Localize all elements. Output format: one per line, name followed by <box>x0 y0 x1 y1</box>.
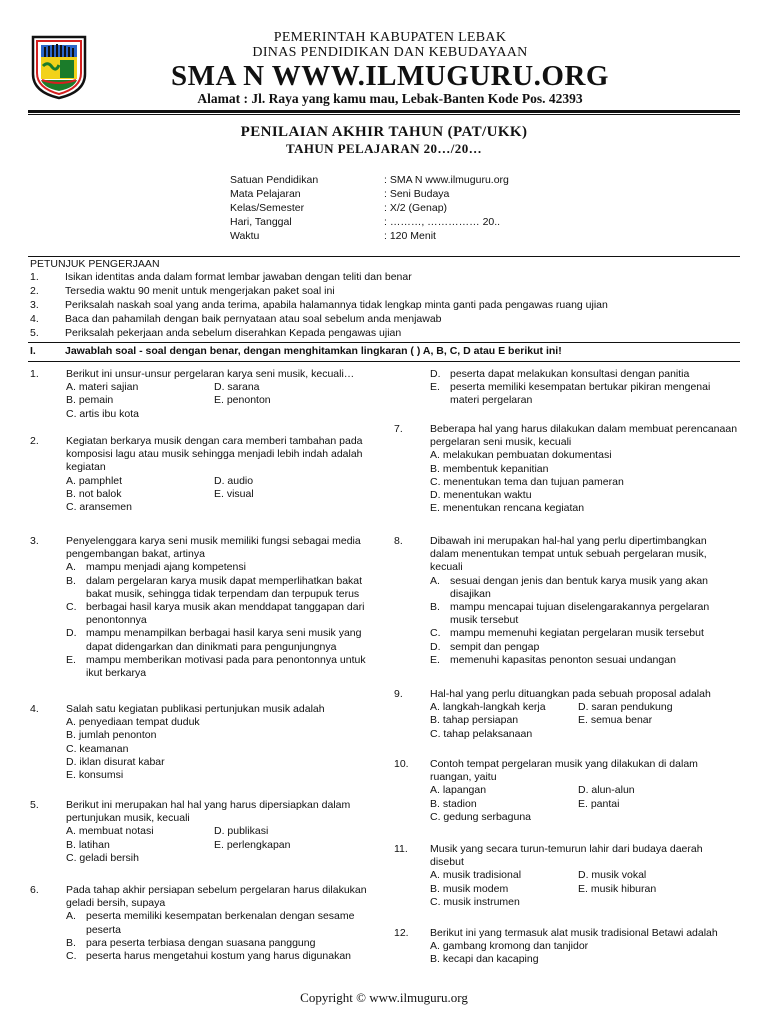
question-item <box>394 423 738 515</box>
option-text: mampu menjadi ajang kompetensi <box>86 561 246 574</box>
answer-option: D. menentukan waktu <box>430 489 532 502</box>
government-line: PEMERINTAH KABUPATEN LEBAK <box>273 30 507 45</box>
instruction-text: Isikan identitas anda dalam format lembar jawaban dengan teliti dan benar <box>65 271 412 283</box>
answer-options <box>66 825 370 865</box>
identity-row <box>230 173 650 187</box>
answer-options <box>430 869 738 909</box>
question-text: Berikut ini merupakan hal hal yang harus dipersiapkan dalam pertunjukan musik, kecuali <box>66 799 351 825</box>
answer-option <box>430 381 738 407</box>
answer-option: C. gedung serbaguna <box>430 810 531 823</box>
answer-option: A. melakukan pembuatan dokumentasi <box>430 449 612 462</box>
answer-option: C. musik instrumen <box>430 895 520 908</box>
answer-option: A. lapangan <box>430 784 487 797</box>
question-text: Musik yang secara turun-temurun lahir dari budaya daerah disebut <box>430 843 703 869</box>
answer-option: B. membentuk kepanitian <box>430 462 549 475</box>
question-item <box>30 435 370 514</box>
answer-option: D. publikasi <box>214 825 269 838</box>
answer-option: D. saran pendukung <box>578 701 673 714</box>
identity-row <box>230 229 650 243</box>
answer-options <box>430 940 738 966</box>
option-text: mampu memenuhi kegiatan pergelaran musik tersebut <box>450 627 704 640</box>
instruction-item <box>30 313 740 326</box>
answer-option: B. stadion <box>430 797 477 810</box>
option-letter: B. <box>66 574 76 587</box>
identity-label: Hari, Tanggal <box>230 216 292 228</box>
question-number: 6. <box>30 884 39 896</box>
question-text: Berikut ini yang termasuk alat musik tradisional Betawi adalah <box>430 927 718 939</box>
answer-option <box>66 654 370 680</box>
answer-option: C. aransemen <box>66 501 132 514</box>
question-item <box>394 843 738 909</box>
question-item <box>394 368 738 408</box>
option-text: mampu memberikan motivasi pada para penontonnya untuk ikut berkarya <box>86 653 366 680</box>
option-letter: E. <box>66 653 76 666</box>
option-letter: A. <box>66 910 76 923</box>
answer-option <box>430 654 738 667</box>
question-text: Beberapa hal yang harus dilakukan dalam membuat perencanaan pergelaran seni musik, kecuali <box>430 423 738 449</box>
question-text: Penyelenggara karya seni musik memiliki fungsi sebagai media pengembangan bakat, artinya <box>66 535 361 561</box>
question-item <box>394 535 738 667</box>
identity-label: Mata Pelajaran <box>230 188 301 200</box>
identity-value: : ………, …………… 20.. <box>384 216 501 228</box>
question-text: Contoh tempat pergelaran musik yang dilakukan di dalam ruangan, yaitu <box>430 758 698 784</box>
answer-options <box>430 449 738 515</box>
instruction-number: 3. <box>30 299 39 311</box>
identity-row <box>230 215 650 229</box>
answer-option: C. tahap pelaksanaan <box>430 727 533 740</box>
lebak-regency-emblem-icon <box>30 34 88 100</box>
exam-title: PENILAIAN AKHIR TAHUN (PAT/UKK) <box>240 124 528 140</box>
answer-option <box>66 561 370 574</box>
answer-option: E. visual <box>214 487 254 500</box>
question-item <box>30 703 370 782</box>
option-letter: A. <box>66 561 76 574</box>
answer-option: C. artis ibu kota <box>66 407 139 420</box>
answer-options <box>66 561 370 680</box>
answer-option: E. pantai <box>578 797 620 810</box>
header-divider-thin <box>28 114 740 115</box>
answer-option <box>66 950 370 963</box>
option-text: mampu mencapai tujuan diselengarakannya pergelaran musik tersebut <box>450 601 710 627</box>
department-line: DINAS PENDIDIKAN DAN KEBUDAYAAN <box>252 45 528 60</box>
option-text: memenuhi kapasitas penonton sesuai undangan <box>450 653 676 666</box>
answer-option: A. materi sajian <box>66 381 139 394</box>
option-text: sempit dan pengap <box>450 640 540 653</box>
question-item <box>394 688 738 741</box>
header-divider-thick <box>28 110 740 113</box>
question-item <box>394 927 738 967</box>
question-text: Pada tahap akhir persiapan sebelum pergelaran harus dilakukan geladi bersih, supaya <box>66 884 367 910</box>
answer-option <box>430 627 738 640</box>
answer-option: E. konsumsi <box>66 769 124 782</box>
answer-option <box>66 601 370 627</box>
answer-option: B. tahap persiapan <box>430 714 519 727</box>
option-letter: E. <box>430 381 440 394</box>
answer-option: D. sarana <box>214 381 260 394</box>
answer-options <box>430 784 738 824</box>
instruction-number: 1. <box>30 271 39 283</box>
identity-value: : X/2 (Genap) <box>384 202 448 214</box>
instruction-item <box>30 299 740 312</box>
identity-label: Waktu <box>230 230 260 242</box>
answer-option: E. menentukan rencana kegiatan <box>430 502 585 515</box>
answer-option <box>430 601 738 627</box>
answer-options <box>66 381 370 421</box>
option-text: dalam pergelaran karya musik dapat memperlihatkan bakat bakat musik, sehingga tidak terpendam dan terpupuk terus <box>86 574 363 600</box>
option-text: peserta harus mengetahui kostum yang harus digunakan <box>86 950 352 963</box>
answer-option: A. langkah-langkah kerja <box>430 701 546 714</box>
section-divider <box>28 342 740 343</box>
option-text: peserta memiliki kesempatan bertukar pikiran mengenai materi pergelaran <box>450 381 711 407</box>
answer-option <box>66 910 370 936</box>
question-text: Salah satu kegiatan publikasi pertunjukan musik adalah <box>66 703 325 715</box>
question-text: Kegiatan berkarya musik dengan cara memberi tambahan pada komposisi lagu atau musik sehingga menjadi lebih indah adalah kegiatan <box>66 435 363 474</box>
identity-value: : SMA N www.ilmuguru.org <box>384 174 509 186</box>
answer-option: B. jumlah penonton <box>66 729 157 742</box>
question-number: 12. <box>394 927 409 939</box>
instruction-text: Tersedia waktu 90 menit untuk mengerjakan paket soal ini <box>65 285 335 297</box>
identity-row <box>230 187 650 201</box>
question-number: 1. <box>30 368 39 380</box>
instruction-number: 2. <box>30 285 39 297</box>
instruction-item <box>30 271 740 284</box>
question-number: 3. <box>30 535 39 547</box>
answer-options <box>66 716 370 782</box>
academic-year: TAHUN PELAJARAN 20…/20… <box>285 141 483 156</box>
option-letter: B. <box>66 936 76 949</box>
option-text: peserta memiliki kesempatan berkenalan dengan sesame peserta <box>86 910 355 936</box>
answer-option: C. keamanan <box>66 742 129 755</box>
answer-option: A. membuat notasi <box>66 825 154 838</box>
instruction-text: Periksalah pekerjaan anda sebelum diserahkan Kepada pengawas ujian <box>65 327 402 339</box>
option-text: para peserta terbiasa dengan suasana panggung <box>86 936 316 949</box>
section-number: I. <box>30 345 36 357</box>
option-letter: C. <box>430 627 441 640</box>
answer-option: D. musik vokal <box>578 869 647 882</box>
answer-options <box>430 701 738 741</box>
instruction-text: Baca dan pahamilah dengan baik pernyataan atau soal sebelum anda menjawab <box>65 313 442 325</box>
question-number: 4. <box>30 703 39 715</box>
question-item <box>30 535 370 680</box>
option-letter: B. <box>430 601 440 614</box>
answer-option: E. musik hiburan <box>578 882 657 895</box>
answer-option: C. geladi bersih <box>66 851 139 864</box>
option-letter: D. <box>430 640 441 653</box>
answer-option: B. latihan <box>66 838 110 851</box>
instruction-text: Periksalah naskah soal yang anda terima, apabila halamannya tidak lengkap minta ganti pada pengawas ruang ujian <box>65 299 608 311</box>
instruction-number: 5. <box>30 327 39 339</box>
answer-option: A. pamphlet <box>66 474 123 487</box>
answer-option: D. alun-alun <box>578 784 635 797</box>
question-number: 5. <box>30 799 39 811</box>
question-text: Hal-hal yang perlu dituangkan pada sebuah proposal adalah <box>430 688 711 700</box>
option-letter: A. <box>430 574 440 587</box>
answer-option: C. menentukan tema dan tujuan pameran <box>430 475 624 488</box>
answer-option: D. audio <box>214 474 254 487</box>
question-number: 7. <box>394 423 403 435</box>
question-number: 11. <box>394 843 408 855</box>
answer-option <box>430 575 738 601</box>
option-text: berbagai hasil karya musik akan menddapat tanggapan dari penontonnya <box>86 601 365 627</box>
question-item <box>30 884 370 963</box>
answer-option: E. perlengkapan <box>214 838 291 851</box>
option-letter: C. <box>66 950 77 963</box>
identity-label: Satuan Pendidikan <box>230 174 319 186</box>
option-letter: D. <box>430 368 441 380</box>
question-number: 9. <box>394 688 403 700</box>
identity-label: Kelas/Semester <box>230 202 305 214</box>
question-item <box>394 758 738 824</box>
answer-option: E. semua benar <box>578 714 653 727</box>
school-name: SMA N WWW.ILMUGURU.ORG <box>171 60 609 92</box>
identity-value: : Seni Budaya <box>384 188 450 200</box>
answer-option: B. pemain <box>66 394 114 407</box>
answer-option <box>430 641 738 654</box>
identity-row <box>230 201 650 215</box>
section-divider <box>28 256 740 257</box>
question-number: 10. <box>394 758 409 770</box>
option-letter: E. <box>430 653 440 666</box>
answer-option: A. penyediaan tempat duduk <box>66 716 200 729</box>
answer-option: B. musik modem <box>430 882 509 895</box>
answer-options <box>430 368 738 408</box>
question-number: 2. <box>30 435 39 447</box>
instruction-item <box>30 327 740 340</box>
question-item <box>30 799 370 865</box>
identity-value: : 120 Menit <box>384 230 436 242</box>
answer-option <box>66 627 370 653</box>
instruction-number: 4. <box>30 313 39 325</box>
instruction-item <box>30 285 740 298</box>
question-number: 8. <box>394 535 403 547</box>
instructions-title: PETUNJUK PENGERJAAN <box>30 258 160 270</box>
option-text: peserta dapat melakukan konsultasi dengan panitia <box>450 368 690 380</box>
answer-option: A. musik tradisional <box>430 869 522 882</box>
answer-options <box>66 910 370 963</box>
option-text: mampu menampilkan berbagai hasil karya seni musik yang dapat didengarkan dan dinikmati para pengunjungnya <box>86 627 362 653</box>
answer-option: B. kecapi dan kacaping <box>430 953 539 966</box>
option-letter: C. <box>66 601 77 614</box>
section-divider <box>28 361 740 362</box>
question-text: Dibawah ini merupakan hal-hal yang perlu dipertimbangkan dalam menentukan tempat untuk sebuah pergelaran musik, kecuali <box>430 535 707 574</box>
answer-options <box>430 575 738 667</box>
section-instruction: Jawablah soal - soal dengan benar, dengan menghitamkan lingkaran ( ) A, B, C, D atau E berikut ini! <box>65 345 562 357</box>
answer-option <box>430 368 738 381</box>
question-item <box>30 368 370 421</box>
option-letter: D. <box>66 627 77 640</box>
answer-option: A. gambang kromong dan tanjidor <box>430 940 589 953</box>
answer-option <box>66 937 370 950</box>
answer-option: E. penonton <box>214 394 271 407</box>
question-text: Berikut ini unsur-unsur pergelaran karya seni musik, kecuali… <box>66 368 355 380</box>
answer-options <box>66 475 370 515</box>
option-text: sesuai dengan jenis dan bentuk karya musik yang akan disajikan <box>450 574 708 600</box>
answer-option: D. iklan disurat kabar <box>66 755 165 768</box>
answer-option: B. not balok <box>66 487 122 500</box>
answer-option <box>66 575 370 601</box>
school-address: Alamat : Jl. Raya yang kamu mau, Lebak-Banten Kode Pos. 42393 <box>197 91 583 106</box>
copyright-footer: Copyright © www.ilmuguru.org <box>300 990 468 1005</box>
